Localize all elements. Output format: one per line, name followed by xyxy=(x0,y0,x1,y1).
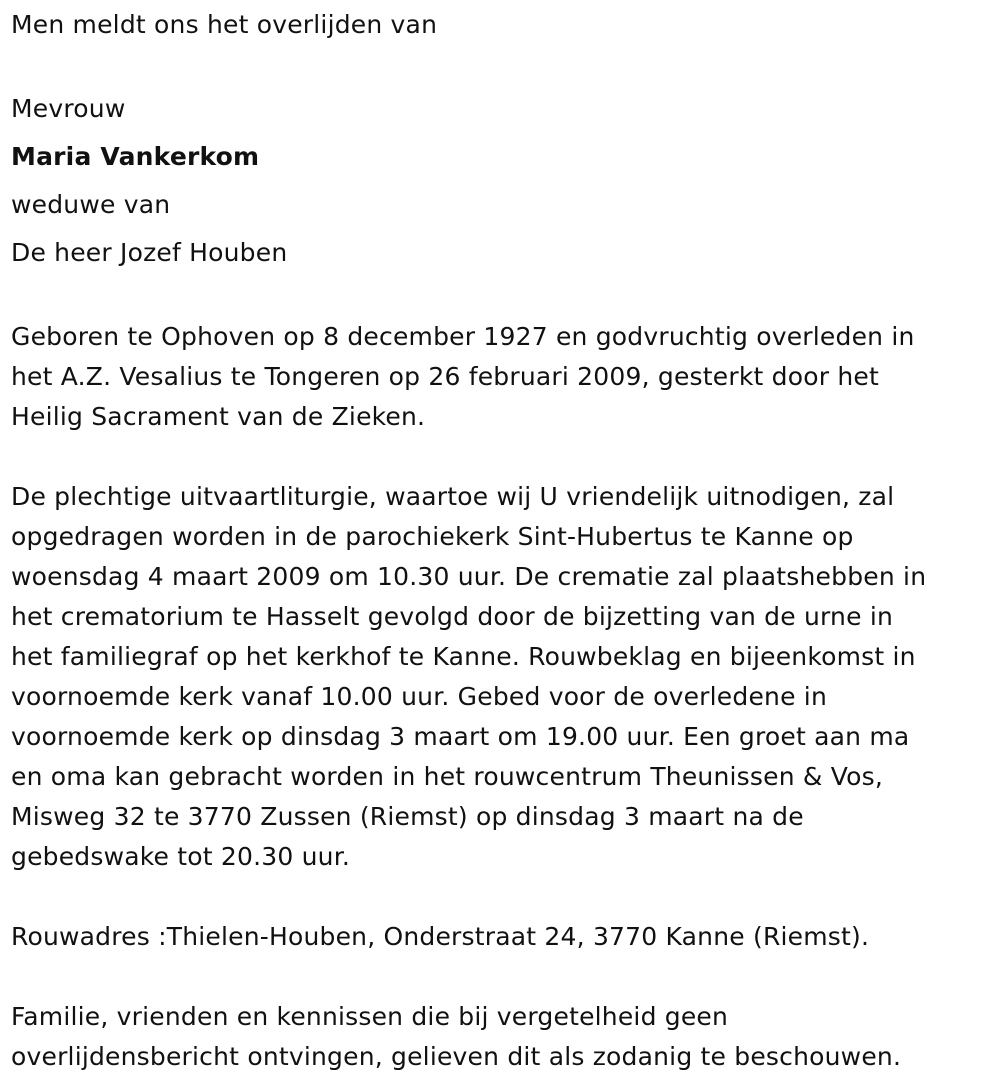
paragraph-line: voornoemde kerk op dinsdag 3 maart om 19.00 uur. Een groet aan ma xyxy=(11,722,910,751)
paragraph-line: Misweg 32 te 3770 Zussen (Riemst) op dinsdag 3 maart na de xyxy=(11,802,804,831)
spacer xyxy=(11,877,991,917)
paragraph-line: en oma kan gebracht worden in het rouwcentrum Theunissen & Vos, xyxy=(11,762,883,791)
paragraph-line: gebedswake tot 20.30 uur. xyxy=(11,842,351,871)
spacer xyxy=(11,277,991,317)
title-line: Mevrouw xyxy=(11,94,126,123)
spacer xyxy=(11,45,991,85)
funeral-paragraph xyxy=(11,477,991,877)
paragraph-line: het crematorium te Hasselt gevolgd door de bijzetting van de urne in xyxy=(11,602,894,631)
paragraph-line: Familie, vrienden en kennissen die bij vergetelheid geen xyxy=(11,1002,729,1031)
paragraph-line: Heilig Sacrament van de Zieken. xyxy=(11,402,426,431)
spacer xyxy=(11,437,991,477)
spacer xyxy=(11,957,991,997)
obituary-document xyxy=(11,5,991,1077)
paragraph-line: woensdag 4 maart 2009 om 10.30 uur. De crematie zal plaatshebben in xyxy=(11,562,927,591)
intro-line: Men meldt ons het overlijden van xyxy=(11,10,438,39)
relation-line: weduwe van xyxy=(11,190,171,219)
paragraph-line: overlijdensbericht ontvingen, gelieven dit als zodanig te beschouwen. xyxy=(11,1042,902,1071)
paragraph-line: De plechtige uitvaartliturgie, waartoe wij U vriendelijk uitnodigen, zal xyxy=(11,482,895,511)
spouse-line: De heer Jozef Houben xyxy=(11,238,288,267)
paragraph-line: het familiegraf op het kerkhof te Kanne. Rouwbeklag en bijeenkomst in xyxy=(11,642,916,671)
deceased-name: Maria Vankerkom xyxy=(11,142,260,171)
birth-death-paragraph xyxy=(11,317,991,437)
paragraph-line: Geboren te Ophoven op 8 december 1927 en godvruchtig overleden in xyxy=(11,322,915,351)
paragraph-line: voornoemde kerk vanaf 10.00 uur. Gebed voor de overledene in xyxy=(11,682,827,711)
address-line: Rouwadres :Thielen-Houben, Onderstraat 24, 3770 Kanne (Riemst). xyxy=(11,922,870,951)
closing-paragraph xyxy=(11,997,991,1077)
paragraph-line: opgedragen worden in de parochiekerk Sint-Hubertus te Kanne op xyxy=(11,522,854,551)
paragraph-line: het A.Z. Vesalius te Tongeren op 26 februari 2009, gesterkt door het xyxy=(11,362,879,391)
